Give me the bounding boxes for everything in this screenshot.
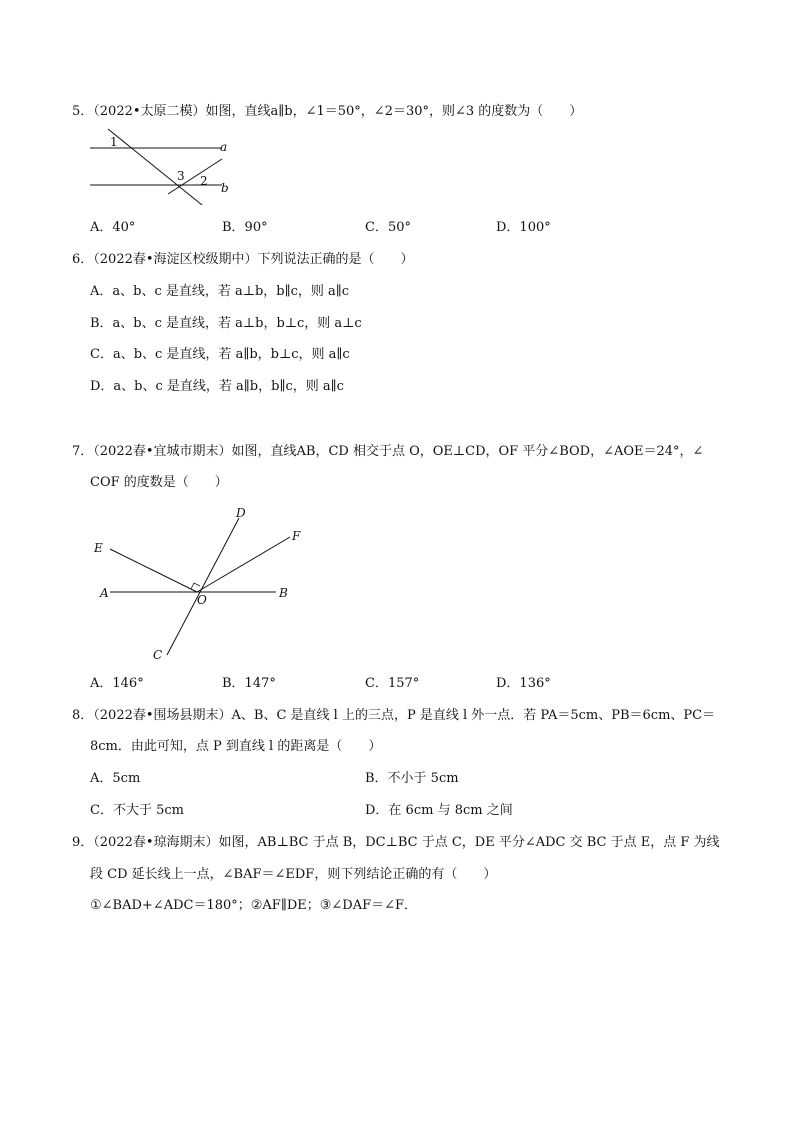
line-b-label: b (221, 181, 229, 195)
q6-option-a: A．a、b、c 是直线，若 a⊥b，b∥c，则 a∥c (90, 284, 350, 299)
q5-stem: 5．（2022•太原二模）如图，直线a∥b，∠1＝50°，∠2＝30°，则∠3 的度数为（ ） (72, 104, 583, 119)
q9-stem-line1: 9．（2022春•琼海期末）如图，AB⊥BC 于点 B，DC⊥BC 于点 C，DE 平分∠ADC 交 BC 于点 E，点 F 为线 (72, 835, 720, 850)
point-o-label: O (197, 593, 207, 607)
point-b-label: B (279, 586, 288, 600)
q8-stem-line2: 8cm．由此可知，点 P 到直线 l 的距离是（ ） (90, 739, 382, 754)
q5-option-d: D．100° (496, 220, 551, 235)
point-d-label: D (236, 506, 246, 520)
angle-1-label: 1 (110, 135, 118, 149)
q5-option-a: A．40° (90, 220, 136, 235)
point-e-label: E (94, 541, 103, 555)
q9-conclusions: ①∠BAD+∠ADC＝180°；②AF∥DE；③∠DAF＝∠F． (90, 898, 418, 913)
q8-option-c: C．不大于 5cm (90, 803, 184, 818)
q6-option-c: C．a、b、c 是直线，若 a∥b，b⊥c，则 a∥c (90, 347, 350, 362)
q7-option-a: A．146° (90, 676, 144, 691)
ray-oe (110, 549, 197, 592)
q8-option-b: B．不小于 5cm (365, 771, 459, 786)
angle-3-label: 3 (177, 169, 185, 183)
q7-option-b: B．147° (222, 676, 276, 691)
q8-stem-line1: 8．（2022春•围场县期末）A、B、C 是直线 l 上的三点，P 是直线 l 外一点．若 PA＝5cm、PB＝6cm、PC＝ (72, 708, 716, 723)
point-a-label: A (100, 586, 109, 600)
q7-stem-line1: 7．（2022春•宜城市期末）如图，直线AB，CD 相交于点 O，OE⊥CD，OF 平分∠BOD，∠AOE＝24°，∠ (72, 444, 704, 459)
line-a-label: a (220, 140, 228, 154)
point-f-label: F (292, 529, 301, 543)
q7-option-c: C．157° (365, 676, 420, 691)
q7-stem-line2: COF 的度数是（ ） (90, 475, 228, 490)
q9-stem-line2: 段 CD 延长线上一点，∠BAF＝∠EDF，则下列结论正确的有（ ） (90, 867, 497, 882)
q6-option-b: B．a、b、c 是直线，若 a⊥b，b⊥c，则 a⊥c (90, 316, 362, 331)
point-c-label: C (153, 648, 163, 662)
q5-option-c: C．50° (365, 220, 411, 235)
q7-option-d: D．136° (496, 676, 551, 691)
ray-of (197, 537, 290, 592)
q6-option-d: D．a、b、c 是直线，若 a∥b，b∥c，则 a∥c (90, 379, 344, 394)
line-cd (167, 518, 239, 655)
right-angle-mark (191, 583, 200, 589)
q6-stem: 6．（2022春•海淀区校级期中）下列说法正确的是（ ） (72, 252, 414, 267)
q8-option-a: A．5cm (90, 771, 141, 786)
q8-option-d: D．在 6cm 与 8cm 之间 (365, 803, 513, 818)
angle-2-label: 2 (200, 174, 208, 188)
q5-option-b: B．90° (222, 220, 268, 235)
